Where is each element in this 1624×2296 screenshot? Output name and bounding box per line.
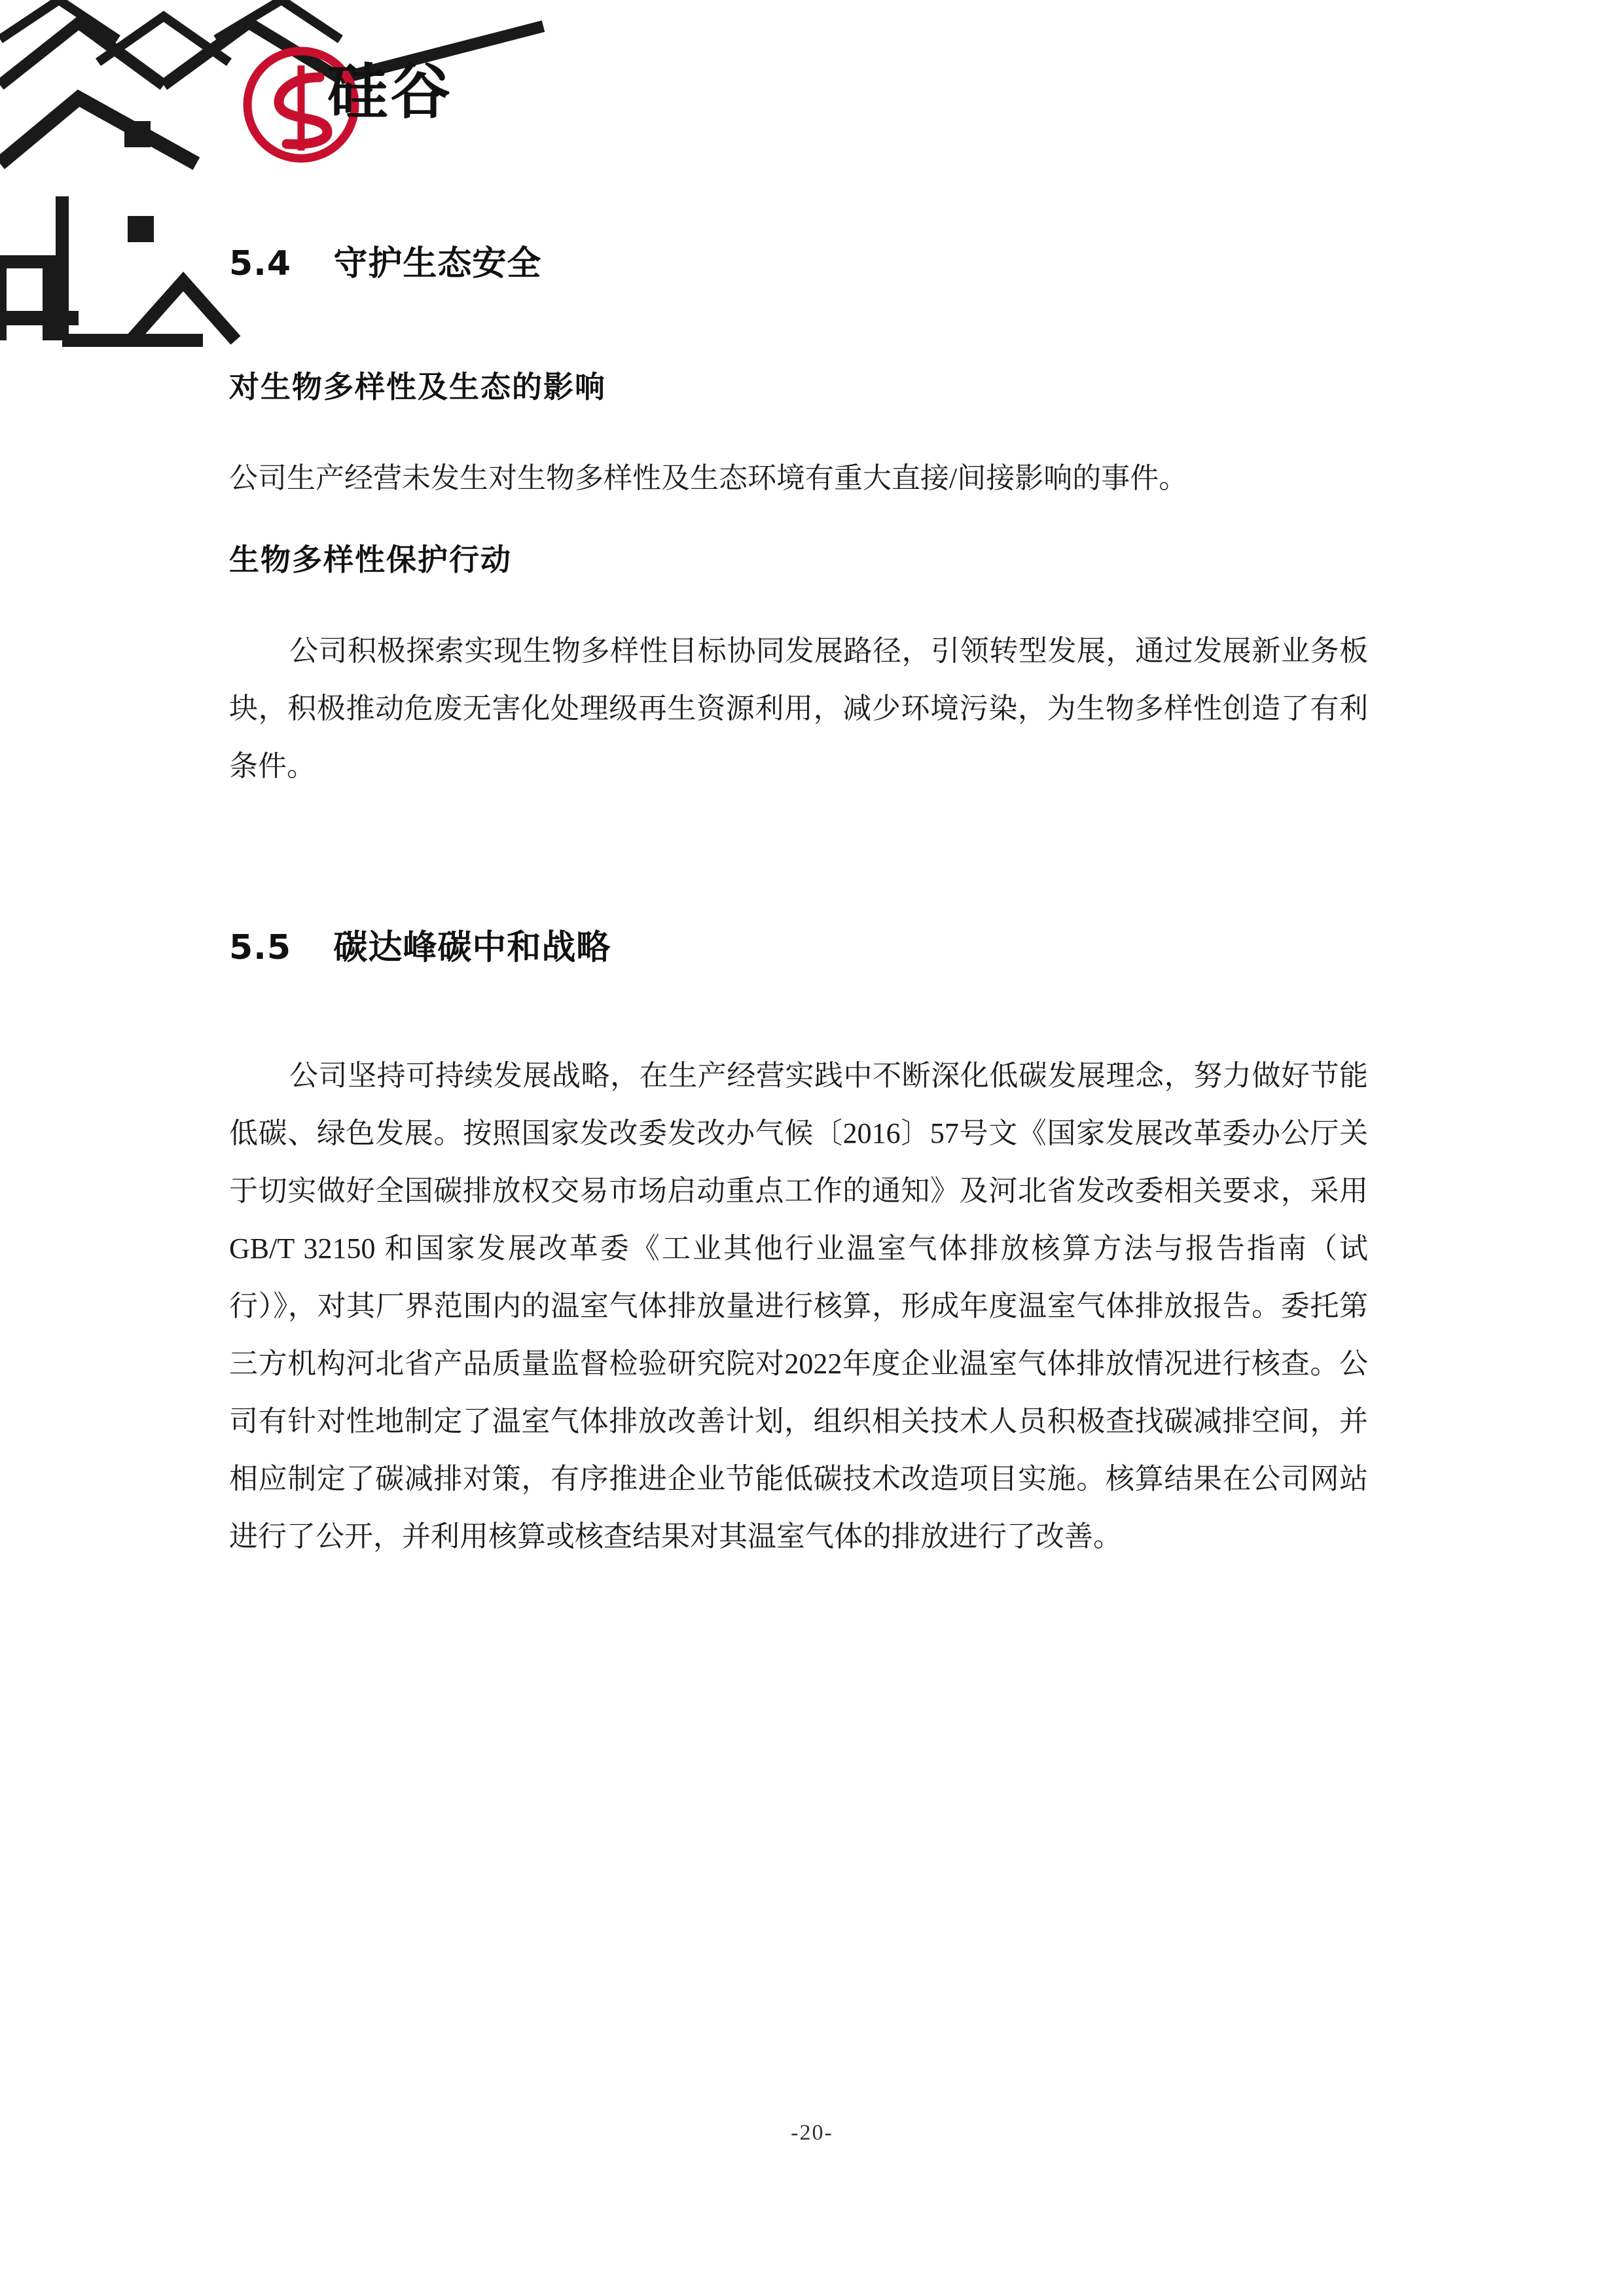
page-number: -20-	[791, 2121, 833, 2145]
section-title-text: 守护生态安全	[333, 244, 542, 283]
document-content	[229, 236, 1368, 1566]
section-number: 5.5	[229, 928, 292, 967]
section-title-text: 碳达峰碳中和战略	[333, 928, 611, 967]
subheading-biodiversity-action: 生物多样性保护行动	[229, 543, 512, 577]
section-heading-5-4	[229, 236, 1368, 285]
section-number: 5.4	[229, 244, 292, 283]
paragraph-carbon-strategy: 公司坚持可持续发展战略，在生产经营实践中不断深化低碳发展理念，努力做好节能低碳、绿色发展。按照国家发改委发改办气候〔2016〕57号文《国家发展改革委办公厅关于切实做好全国碳排放权交易市场启动重点工作的通知》及河北省发改委相关要求，采用 GB/T 32150 和国家发展改革委《工业其他行业温室气体排放核算方法与报告指南（试行）》，对其厂界范围内的温室气体排放量进行核算，形成年度温室气体排放报告。委托第三方机构河北省产品质量监督检验研究院对2022年度企业温室气体排放情况进行核查。公司有针对性地制定了温室气体排放改善计划，组织相关技术人员积极查找碳减排空间，并相应制定了碳减排对策，有序推进企业节能低碳技术改造项目实施。核算结果在公司网站进行了公开，并利用核算或核查结果对其温室气体的排放进行了改善。	[229, 1060, 1368, 1552]
subheading-biodiversity-impact: 对生物多样性及生态的影响	[229, 370, 606, 404]
company-name: 硅谷	[327, 57, 454, 127]
paragraph-biodiversity-impact: 公司生产经营未发生对生物多样性及生态环境有重大直接/间接影响的事件。	[229, 462, 1188, 494]
section-heading-5-5	[229, 920, 1368, 969]
page-footer	[0, 2121, 1624, 2145]
paragraph-biodiversity-action: 公司积极探索实现生物多样性目标协同发展路径，引领转型发展，通过发展新业务板块，积极推动危废无害化处理级再生资源利用，减少环境污染，为生物多样性创造了有利条件。	[229, 635, 1368, 782]
